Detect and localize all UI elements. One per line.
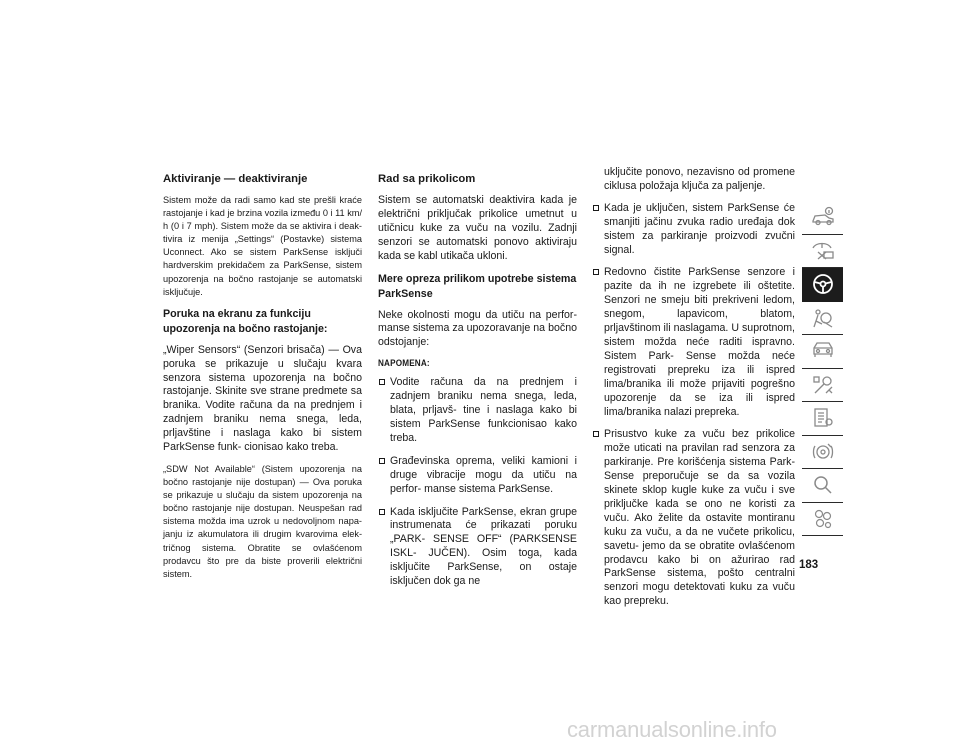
list-item: Prisustvo kuke za vuču bez prikolice može uticati na pravilan rad senzora za parkiranje. Pre korišćenja sistema Park- Sense preporučuje se da sa vozila skinete sklop kugle kuke za vuču i sve priključke kada se ono ne koristi za vuču. Ako želite da ostavite montiranu kuku za vuču, a da ne vučete prikolicu, savetu- jemo da se obratite ovlašćenom prodavcu kako bi on ažurirao rad ParkSense sistema, pošto centralni senzori mogu detektovati kuku za vuču kao prepreku. xyxy=(592,428,795,609)
list-item: Kada isključite ParkSense, ekran grupe instrumenata će prikazati poruku „PARK- SENSE OFF“ (PARKSENSE ISKL- JUČEN). Osim toga, kada isključite ParkSense, on ostaje isključen dok ga ne xyxy=(378,506,577,589)
steering-wheel-icon xyxy=(810,272,836,296)
languages-icon xyxy=(810,507,836,531)
bullet-square-icon xyxy=(593,431,599,437)
paragraph-trailer: Sistem se automatski deaktivira kada je električni priključak prikolice umetnut u utičnicu kuke za vuču na vozilu. Zadnji senzori se automatski ponovo aktiviraju kada se kabl utikača ukloni. xyxy=(378,194,577,262)
chapter-tabs xyxy=(802,201,843,536)
tab-dashboard[interactable] xyxy=(802,235,843,269)
list-item: Građevinska oprema, veliki kamioni i druge vibracije mogu da utiču na perfor- manse sistema ParkSense. xyxy=(378,455,577,497)
specifications-list-icon xyxy=(810,406,836,430)
column-right xyxy=(592,166,795,618)
list-item: Kada je uključen, sistem ParkSense će smanjiti jačinu zvuka radio uređaja dok sistem za parkiranje proizvodi zvučni signal. xyxy=(592,202,795,258)
bullet-square-icon xyxy=(593,205,599,211)
tab-car-info[interactable] xyxy=(802,201,843,235)
tab-multimedia[interactable] xyxy=(802,436,843,470)
paragraph-precautions: Neke okolnosti mogu da utiču na perfor- manse sistema za upozoravanje na bočno odstojanje: xyxy=(378,308,577,349)
tab-languages[interactable] xyxy=(802,503,843,537)
bullet-square-icon xyxy=(593,269,599,275)
multimedia-icon xyxy=(810,440,836,464)
search-index-icon xyxy=(810,473,836,497)
heading-precautions: Mere opreza prilikom upotrebe sistema ParkSense xyxy=(378,272,577,300)
heading-activation: Aktiviranje — deaktiviranje xyxy=(163,173,308,185)
list-item: Vodite računa da na prednjem i zadnjem braniku nema snega, leda, blata, prljavš- tine i naslaga kako bi sistem ParkSense funkcionisao kako treba. xyxy=(378,376,577,446)
tab-maintenance[interactable] xyxy=(802,369,843,403)
tab-driving[interactable] xyxy=(802,268,843,302)
watermark: carmanualsonline.info xyxy=(567,717,777,742)
page-number: 183 xyxy=(799,559,819,571)
paragraph-sdw-not-available: „SDW Not Available“ (Sistem upozorenja na bočno rastojanje nije dostupan) — Ova poruka se prikazuje u slučaju da sistem upozorenja na bočno rastojanje nije dostupan. Neuspešan rad sistema možda ima uzrok u nedovoljnom napa- janju iz akumulatora ili drugim kvarovima elek- tričnog sistema. Obratite se ovlašćenom prodavcu što pre da biste proverili električni sistem. xyxy=(163,464,362,579)
bullet-square-icon xyxy=(379,458,385,464)
heading-trailer: Rad sa prikolicom xyxy=(378,173,476,185)
column-middle xyxy=(378,172,577,598)
tab-safety[interactable] xyxy=(802,302,843,336)
bullet-square-icon xyxy=(379,379,385,385)
dashboard-warning-icon xyxy=(810,239,836,263)
column-left xyxy=(163,172,362,589)
maintenance-tools-icon xyxy=(810,373,836,397)
bullet-square-icon xyxy=(379,509,385,515)
paragraph-continuation: uključite ponovo, nezavisno od promene ciklusa položaja ključa za paljenje. xyxy=(604,166,795,192)
car-service-icon xyxy=(810,339,836,363)
tab-service[interactable] xyxy=(802,335,843,369)
heading-display-message: Poruka na ekranu za funkciju upozorenja na bočno rastojanje: xyxy=(163,307,328,335)
note-label: NAPOMENA: xyxy=(378,358,430,370)
list-item: Redovno čistite ParkSense senzore i pazite da ih ne izgrebete ili oštetite. Senzori ne smeju biti prekriveni ledom, snegom, lapavicom, blatom, prljavštinom ili naslagama. U suprotnom, sistem možda neće raditi ispravno. Sistem Park- Sense možda neće registrovati prepreku iza ili ispred lima/branika ili može prijaviti pogrešno upozorenje da se iza ili ispred lima/branika nalazi prepreka. xyxy=(592,266,795,419)
tab-index[interactable] xyxy=(802,469,843,503)
paragraph-activation: Sistem može da radi samo kad ste prešli kraće rastojanje i kad je brzina vozila između 0 i 11 km/ h (0 i 7 mph). Sistem može da se aktivira i deak- tivira iz menija „Settings“ (Postavke) sistema Uconnect. Ako se sistem ParkSense isključi hardverskim prekidačem za ParkSense, sistem upozorenja na bočno rastojanje se automatski isključuje. xyxy=(163,195,362,297)
paragraph-wiper-sensors: „Wiper Sensors“ (Senzori brisača) — Ova poruka se prikazuje u slučaju kvara senzora sistema upozorenja na bočno rastojanje. Skinite sve strane predmete sa branika. Vodite računa da na prednjem i zadnjem braniku nema snega, leda, prljavštine i naslaga kako bi sistem ParkSense funk- cionisao kako treba. xyxy=(163,343,362,454)
airbag-safety-icon xyxy=(810,306,836,330)
note-bullet-list xyxy=(378,376,577,589)
car-info-icon xyxy=(810,205,836,229)
tab-specifications[interactable] xyxy=(802,402,843,436)
bullet-list-right xyxy=(592,202,795,609)
